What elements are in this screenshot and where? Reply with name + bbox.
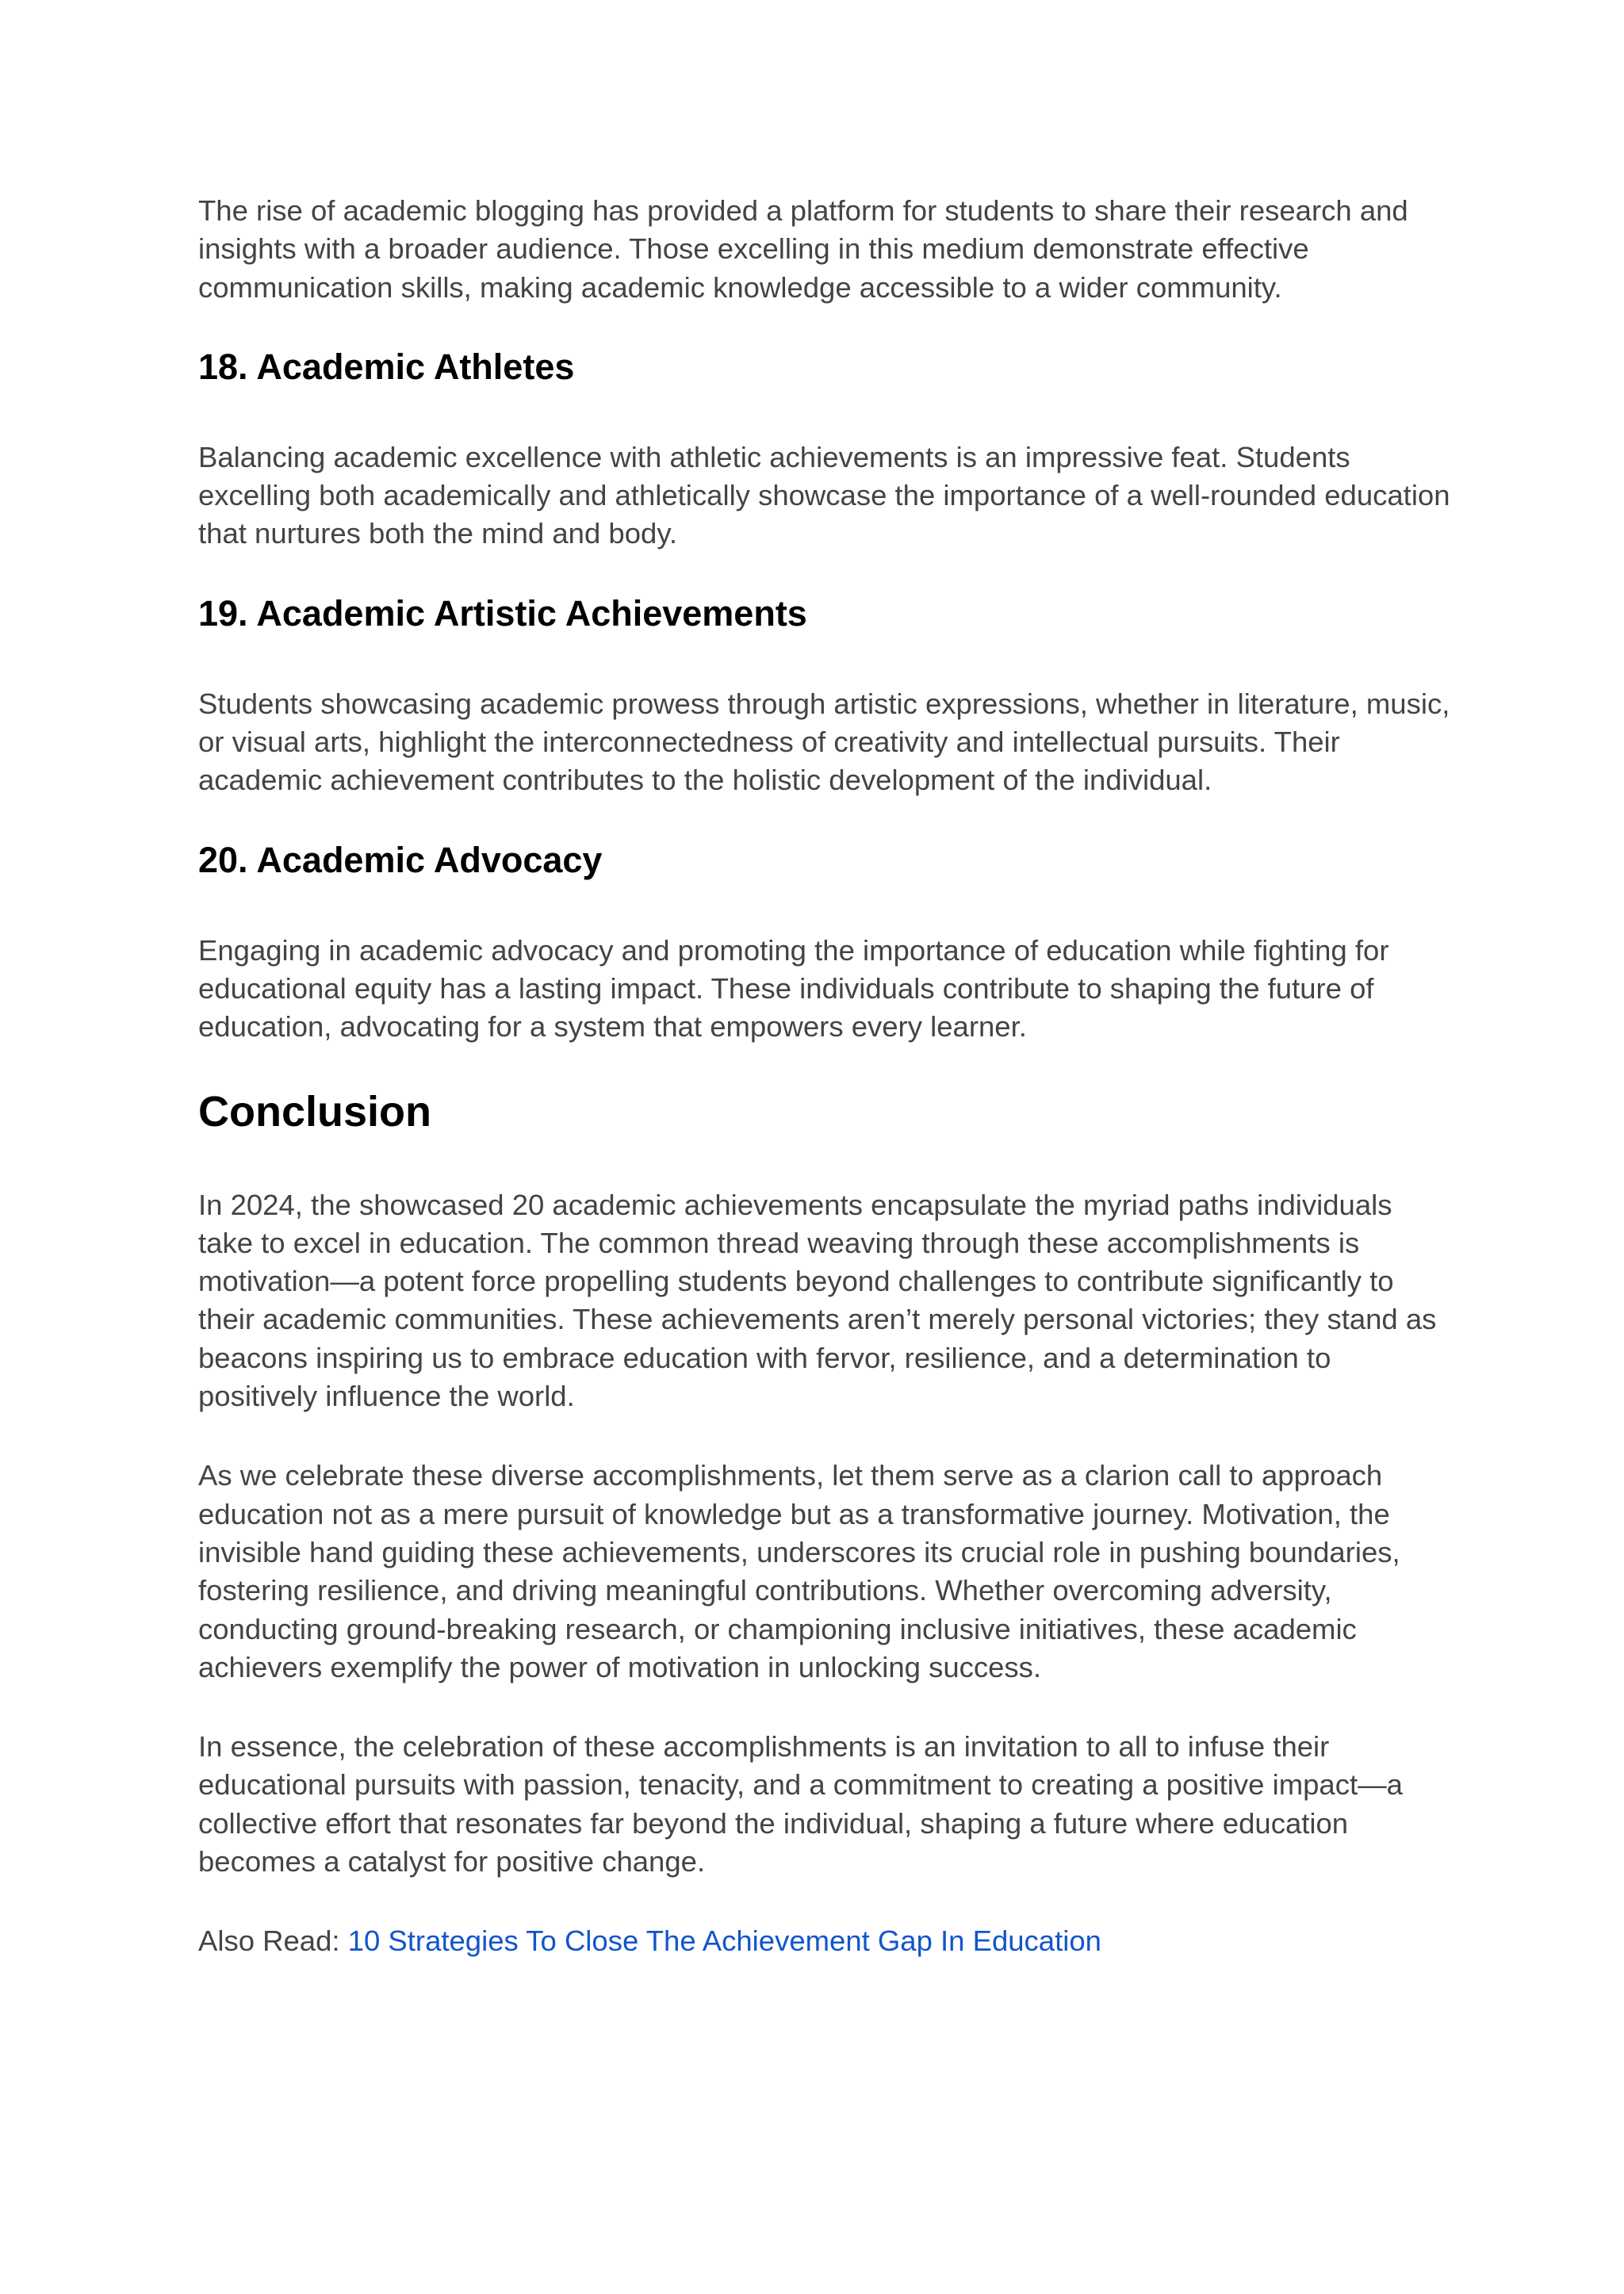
conclusion-paragraph-3: In essence, the celebration of these accomplishments is an invitation to all to infuse their educational pursuits with passion, tenacity, and a commitment to creating a positive impact—a collective effort that resonates far beyond the individual, shaping a future where education becomes a catalyst for positive change.: [198, 1730, 1403, 1878]
intro-paragraph: The rise of academic blogging has provided a platform for students to share their research and insights with a broader audience. Those excelling in this medium demonstrate effective communication skills, making academic knowledge accessible to a wider community.: [198, 194, 1408, 304]
paragraph-academic-artistic-achievements: Students showcasing academic prowess through artistic expressions, whether in literature, music, or visual arts, highlight the interconnectedness of creativity and intellectual pursuits. Their academic achievement contributes to the holistic development of the individual.: [198, 687, 1450, 797]
heading-academic-artistic-achievements: 19. Academic Artistic Achievements: [198, 592, 807, 634]
heading-academic-athletes: 18. Academic Athletes: [198, 346, 575, 387]
heading-conclusion: Conclusion: [198, 1087, 431, 1136]
paragraph-academic-advocacy: Engaging in academic advocacy and promoting the importance of education while fighting for educational equity has a lasting impact. These individuals contribute to shaping the future of education, advocating for a system that empowers every learner.: [198, 933, 1389, 1044]
heading-academic-advocacy: 20. Academic Advocacy: [198, 839, 603, 880]
conclusion-paragraph-1: In 2024, the showcased 20 academic achievements encapsulate the myriad paths individuals take to excel in education. The common thread weaving through these accomplishments is motivation—a potent force propelling students beyond challenges to contribute significantly to their academic communities. These achievements aren’t merely personal victories; they stand as beacons inspiring us to embrace education with fervor, resilience, and a determination to positively influence the world.: [198, 1188, 1437, 1413]
conclusion-paragraph-2: As we celebrate these diverse accomplishments, let them serve as a clarion call to approach education not as a mere pursuit of knowledge but as a transformative journey. Motivation, the invisible hand guiding these achievements, underscores its crucial role in pushing boundaries, fostering resilience, and driving meaningful contributions. Whether overcoming adversity, conducting ground-breaking research, or championing inclusive initiatives, these academic achievers exemplify the power of motivation in unlocking success.: [198, 1459, 1400, 1683]
paragraph-academic-athletes: Balancing academic excellence with athletic achievements is an impressive feat. Students excelling both academically and athletically showcase the importance of a well-rounded education that nurtures both the mind and body.: [198, 440, 1450, 550]
document-page: [198, 192, 1451, 1961]
also-read-label: Also Read:: [198, 1924, 348, 1958]
also-read-link[interactable]: 10 Strategies To Close The Achievement Gap In Education: [347, 1924, 1101, 1958]
also-read-line: [198, 1922, 1451, 1960]
